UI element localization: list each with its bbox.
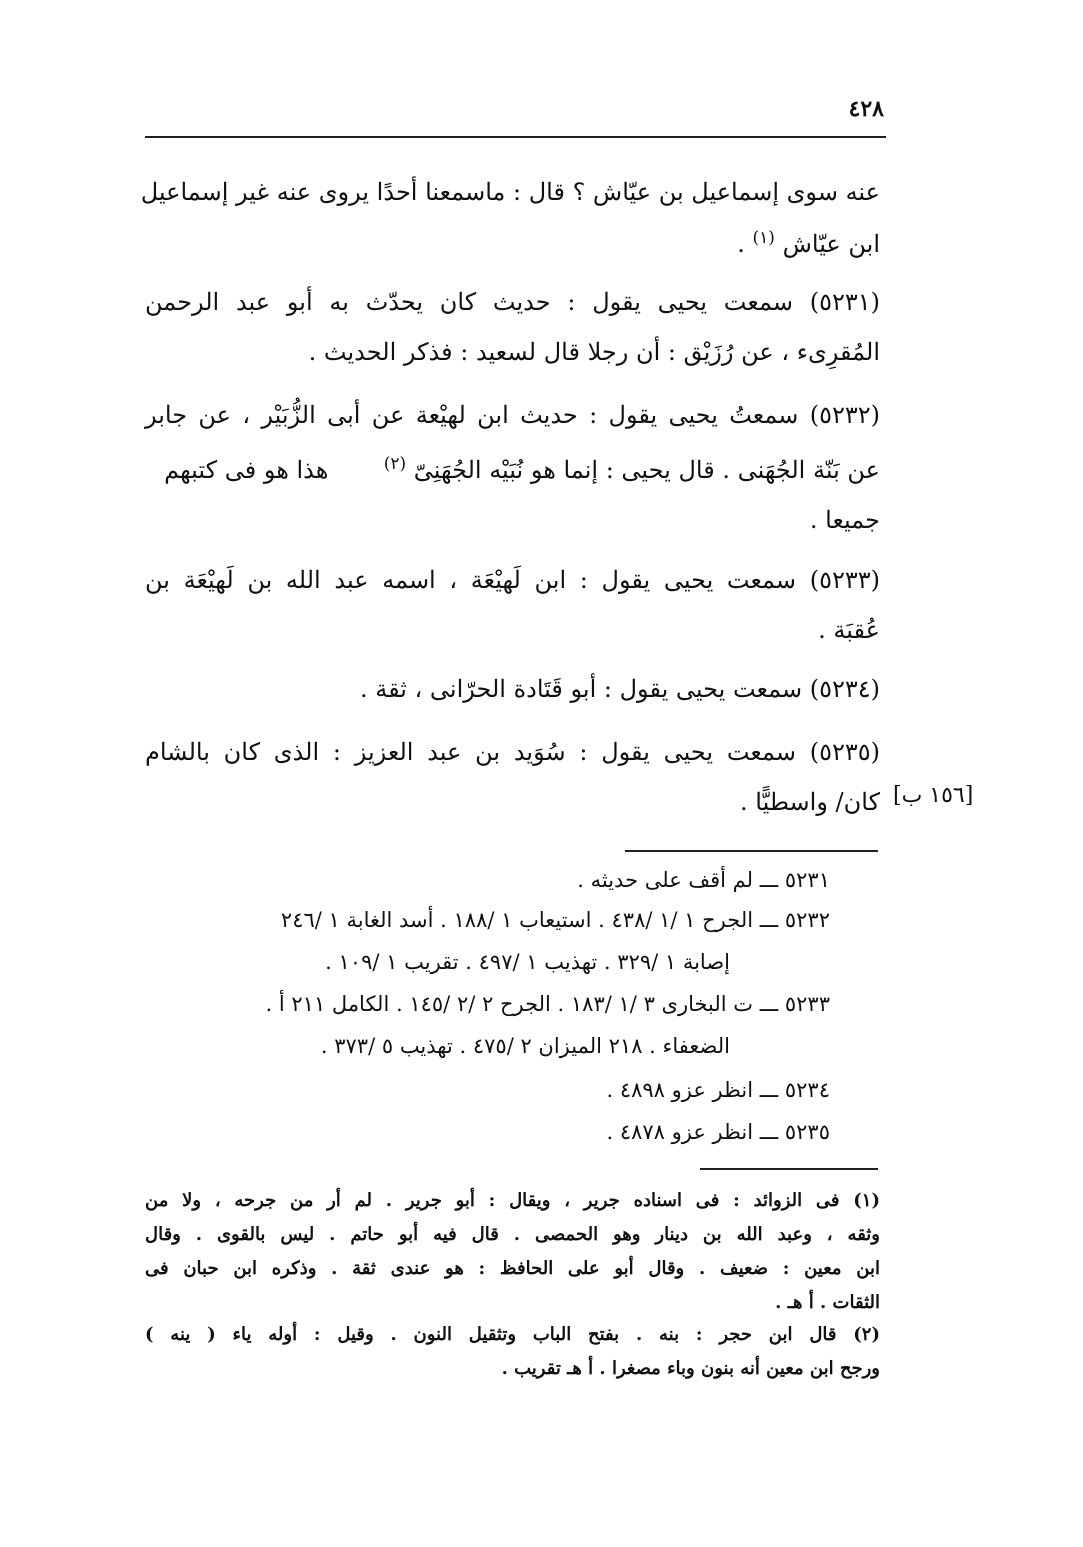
paragraph-2-line-2: المُقرِىء ، عن رُزَيْق : أن رجلا قال لسعيد : فذكر الحديث . (308, 338, 880, 366)
paragraph-3-line-2-text: عن بَنّة الجُهَنى . قال يحيى : إنما هو نُبَيْه الجُهَنِىّ (413, 456, 880, 484)
paragraph-4-line-2: عُقبَة . (818, 616, 880, 644)
reference-line-4: ٥٢٣٣ ـــ ت البخارى ٣ /١ /١٨٣ . الجرح ٢ /٢ /١٤٥ . الكامل ٢١١ أ . (265, 992, 830, 1016)
footnote-line-4: الثقات . أ هـ . (775, 1292, 880, 1313)
footnote-ref-1: (١) (752, 228, 775, 248)
footnote-line-5: (٢) قال ابن حجر : بنه . بفتح الباب وتثقيل النون . وقيل : أوله ياء ( ينه ) (145, 1324, 880, 1345)
reference-line-1: ٥٢٣١ ـــ لم أقف على حديثه . (577, 868, 830, 892)
reference-line-7: ٥٢٣٥ ـــ انظر عزو ٤٨٧٨ . (606, 1120, 830, 1144)
paragraph-1-line-1: عنه سوى إسماعيل بن عيّاش ؟ قال : ماسمعنا أحدًا يروى عنه غير إسماعيل (140, 178, 880, 206)
footnote-line-1: (١) فى الزوائد : فى اسناده جرير ، ويقال : أبو جرير . لم أر من جرحه ، ولا من (145, 1190, 880, 1211)
paragraph-3-line-2-tail: هذا هو فى كتبهم (164, 456, 329, 484)
footnote-ref-2: (٢) (383, 454, 407, 474)
paragraph-1-line-2-text: ابن عيّاش (782, 230, 880, 258)
paragraph-5-line-1: (٥٢٣٤) سمعت يحيى يقول : أبو قَتَادة الحرّانى ، ثقة . (359, 675, 880, 703)
reference-line-2: ٥٢٣٢ ـــ الجرح ١ /١ /٤٣٨ . استيعاب ١ /١٨٨ . أسد الغابة ١ /٢٤٦ (280, 908, 830, 932)
reference-line-5: الضعفاء . ٢١٨ الميزان ٢ /٤٧٥ . تهذيب ٥ /٣٧٣ . (320, 1034, 730, 1058)
reference-line-3: إصابة ١ /٣٢٩ . تهذيب ١ /٤٩٧ . تقريب ١ /١٠٩ . (325, 950, 730, 974)
paragraph-3-line-1: (٥٢٣٢) سمعتُ يحيى يقول : حديث ابن لهيْعة عن أبى الزُّبَيْر ، عن جابر (145, 401, 880, 429)
footnotes (140, 0, 880, 1400)
reference-line-6: ٥٢٣٤ ـــ انظر عزو ٤٨٩٨ . (606, 1078, 830, 1102)
paragraph-1-end: . (737, 230, 745, 258)
footnote-line-6: ورجح ابن معين أنه بنون وباء مصغرا . أ هـ تقريب . (501, 1358, 880, 1379)
paragraph-6-line-1: (٥٢٣٥) سمعت يحيى يقول : سُوَيد بن عبد العزيز : الذى كان بالشام (145, 738, 880, 766)
marginal-folio-note: [١٥٦ ب] (893, 783, 974, 808)
page-number: ٤٢٨ (848, 96, 884, 122)
paragraph-4-line-1: (٥٢٣٣) سمعت يحيى يقول : ابن لَهيْعَة ، اسمه عبد الله بن لَهيْعَة بن (145, 566, 880, 594)
paragraph-6-line-2: كان/ واسطيًّا . (740, 788, 880, 816)
footnote-line-3: ابن معين : ضعيف . وقال أبو على الحافظ : هو عندى ثقة . وذكره ابن حبان فى (145, 1258, 880, 1279)
footnote-line-2: وثقه ، وعبد الله بن دينار وهو الحمصى . قال فيه أبو حاتم . ليس بالقوى . وقال (145, 1224, 880, 1245)
paragraph-3-line-3: جميعا . (809, 506, 880, 534)
paragraph-2-line-1: (٥٢٣١) سمعت يحيى يقول : حديث كان يحدّث به أبو عبد الرحمن (145, 288, 880, 316)
